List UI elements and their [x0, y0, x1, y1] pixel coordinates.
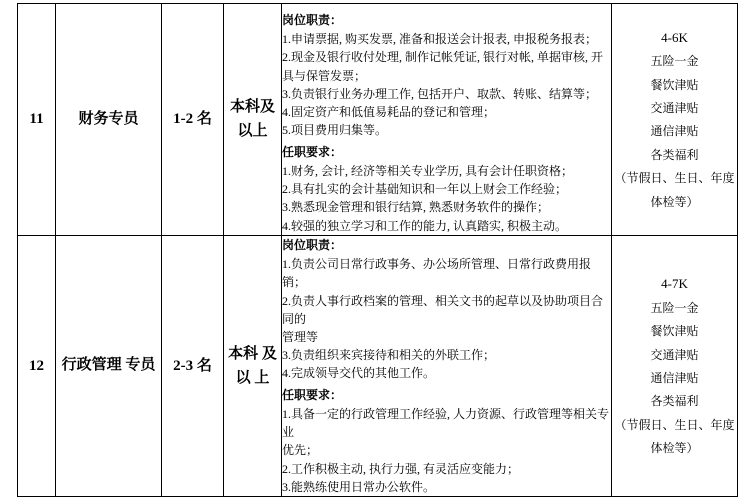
duty-line: 2.负责人事行政档案的管理、相关文书的起草以及协助项目合同的 — [282, 293, 604, 326]
benefit-line: 各类福利 — [650, 394, 699, 409]
benefit-line: 五险一金 — [650, 54, 699, 69]
duty-line: 1.申请票据, 购买发票, 准备和报送会计报表, 申报税务报表； — [282, 32, 598, 47]
requirement-line: 1.具备一定的行政管理工作经验, 人力资源、行政管理等相关专业 — [282, 406, 610, 440]
document-page — [0, 3, 750, 494]
benefit-line: 交通津贴 — [650, 100, 699, 115]
benefit-line: 各类福利 — [650, 147, 699, 162]
duty-line: 2.现金及银行收付处理, 制作记帐凭证, 银行对帐, 单据审核, 开 — [282, 50, 604, 65]
education-line: 上 — [254, 369, 270, 386]
salary-amount: 4-6K — [661, 29, 688, 45]
job-title-line: 行政管理 — [61, 357, 122, 374]
headcount: 1-2 名 — [173, 111, 212, 128]
requirements-heading: 任职要求： — [282, 387, 343, 402]
job-title-line: 专员 — [125, 357, 156, 374]
row-number-cell — [18, 235, 56, 496]
duty-line: 3.负责组织来宾接待和相关的外联工作； — [282, 348, 496, 363]
duty-line: 具与保管发票； — [282, 68, 367, 83]
requirement-line: 2.工作积极主动, 执行力强, 有灵活应变能力； — [282, 461, 520, 476]
education-line: 以上 — [237, 123, 268, 140]
requirement-line: 1.财务, 会计, 经济等相关专业学历, 具有会计任职资格； — [282, 163, 574, 178]
duties-heading: 岗位职责： — [282, 237, 343, 252]
job-title: 财务专员 — [78, 110, 139, 127]
salary-amount: 4-7K — [661, 276, 688, 292]
job-title-cell — [56, 4, 162, 236]
duty-line: 4.完成领导交代的其他工作。 — [282, 366, 436, 381]
duty-line: 5.项目费用归集等。 — [282, 123, 388, 138]
benefit-line: 餐饮津贴 — [650, 77, 699, 92]
job-title-cell — [56, 235, 162, 496]
requirement-line: 4.较强的独立学习和工作的能力, 认真踏实, 积极主动。 — [282, 218, 568, 233]
duty-line: 管理等 — [282, 329, 319, 344]
requirement-line: 3.能熟练使用日常办公软件。 — [282, 479, 436, 494]
row-number: 11 — [29, 111, 44, 128]
benefit-note: （节假日、生日、年度体检等） — [614, 171, 735, 209]
salary-benefits-cell — [612, 4, 738, 236]
education-line: 本科 — [228, 345, 259, 362]
requirement-line: 优先； — [282, 443, 319, 458]
salary-benefits-cell — [612, 235, 738, 496]
benefit-line: 餐饮津贴 — [650, 324, 699, 339]
headcount-cell — [162, 235, 224, 496]
headcount-cell — [162, 4, 224, 236]
education-cell — [224, 235, 282, 496]
job-listing-table — [17, 3, 738, 497]
benefit-line: 通信津贴 — [650, 370, 699, 385]
job-description-cell — [282, 4, 612, 236]
duty-line: 4.固定资产和低值易耗品的登记和管理； — [282, 105, 496, 120]
requirement-line: 2.具有扎实的会计基础知识和一年以上财会工作经验； — [282, 182, 568, 197]
duty-line: 3.负责银行业务办理工作, 包括开户、取款、转账、结算等； — [282, 86, 598, 101]
row-number: 12 — [29, 357, 44, 374]
job-description-cell — [282, 235, 612, 496]
benefit-line: 五险一金 — [650, 300, 699, 315]
table-row — [18, 4, 738, 236]
requirement-line: 3.熟悉现金管理和银行结算, 熟悉财务软件的操作； — [282, 200, 550, 215]
education-line: 及以 — [235, 345, 277, 386]
duty-line: 1.负责公司日常行政事务、办公场所管理、日常行政费用报销； — [282, 257, 592, 290]
requirements-heading: 任职要求： — [282, 144, 343, 159]
benefit-line: 交通津贴 — [650, 347, 699, 362]
duties-heading: 岗位职责： — [282, 13, 343, 27]
row-number-cell — [18, 4, 56, 236]
education-line: 本科及 — [229, 99, 275, 116]
education-cell — [224, 4, 282, 236]
benefit-note: （节假日、生日、年度体检等） — [614, 417, 735, 456]
benefit-line: 通信津贴 — [650, 124, 699, 139]
headcount: 2-3 名 — [173, 357, 212, 374]
table-row — [18, 235, 738, 496]
